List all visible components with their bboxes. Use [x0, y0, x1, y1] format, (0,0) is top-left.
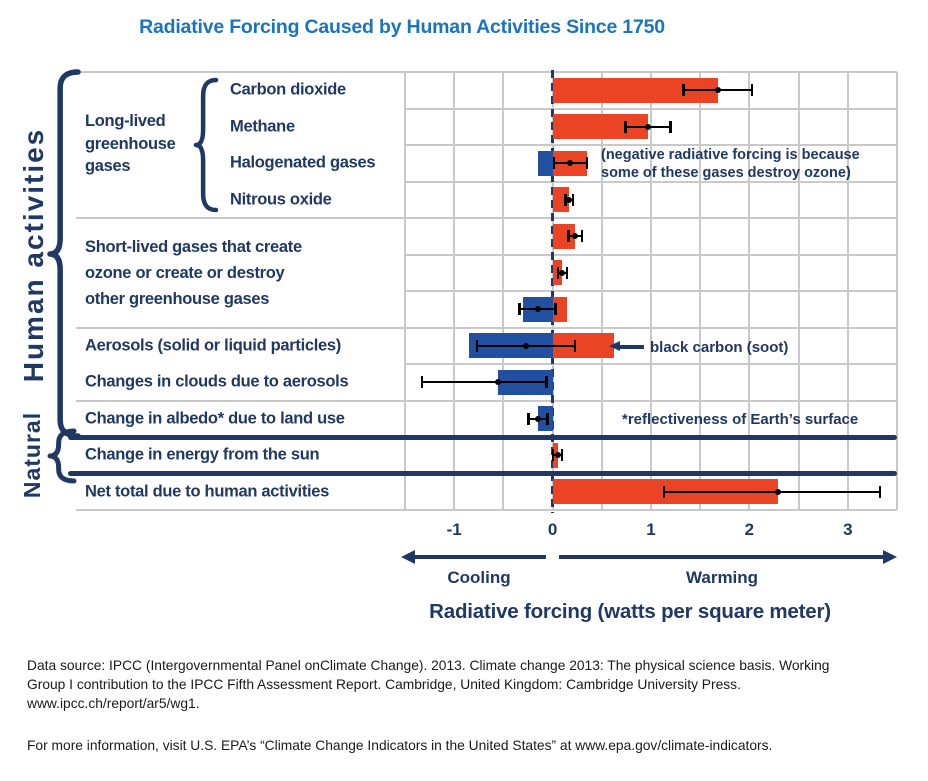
error-bar-short-lived-gas-3-cap-high	[554, 303, 557, 315]
error-bar-sun-cap-high	[561, 449, 564, 461]
horizontal-gridline	[76, 71, 897, 73]
section-divider-line	[68, 471, 897, 476]
error-bar-sun-cap-low	[552, 449, 555, 461]
x-tick-label: 1	[646, 520, 656, 539]
error-bar-albedo-cap-low	[527, 413, 530, 425]
row-label-sun: Change in energy from the sun	[85, 445, 320, 464]
error-bar-methane-cap-low	[624, 121, 627, 133]
human-activities-axis-label: Human activities	[18, 127, 49, 383]
row-label-carbon-dioxide: Carbon dioxide	[230, 80, 346, 99]
horizontal-gridline	[405, 108, 897, 110]
group-label-line: greenhouse	[85, 134, 176, 153]
x-tick-label: 0	[547, 520, 558, 539]
error-bar-clouds-cap-high	[545, 376, 548, 388]
row-label-albedo: Change in albedo* due to land use	[85, 409, 345, 428]
source-line: Data source: IPCC (Intergovernmental Panel onClimate Change). 2013. Climate change 2013: The physical science basis. Working	[27, 658, 830, 673]
group-label-line: ozone or create or destroy	[85, 264, 285, 282]
error-bar-methane-best-estimate-dot	[645, 124, 651, 130]
long-lived-group-brace	[194, 78, 218, 212]
cooling-label: Cooling	[447, 568, 511, 587]
horizontal-gridline	[405, 144, 897, 146]
x-tick-label: -1	[446, 520, 462, 539]
horizontal-gridline	[76, 217, 897, 219]
x-axis-title: Radiative forcing (watts per square meter)	[429, 600, 831, 623]
error-bar-albedo-best-estimate-dot	[535, 416, 541, 422]
section-divider-line	[68, 435, 897, 440]
error-bar-methane-cap-high	[669, 121, 672, 133]
error-bar-aerosols-cap-high	[574, 340, 577, 352]
bar-halogenated-gases-negative	[538, 151, 553, 176]
group-label-line: other greenhouse gases	[85, 290, 270, 308]
natural-axis-label: Natural	[19, 411, 45, 499]
error-bar-short-lived-gas-2-best-estimate-dot	[559, 270, 565, 276]
error-bar-sun-best-estimate-dot	[555, 452, 561, 458]
error-bar-carbon-dioxide-cap-low	[682, 84, 685, 96]
row-label-clouds: Changes in clouds due to aerosols	[85, 372, 349, 391]
note-line: (negative radiative forcing is because	[601, 147, 860, 163]
cooling-arrow-line	[415, 555, 546, 559]
horizontal-gridline	[76, 509, 897, 511]
black-carbon-arrow-line	[618, 345, 644, 349]
error-bar-short-lived-gas-1-cap-high	[581, 230, 584, 242]
error-bar-clouds-line	[422, 381, 547, 383]
error-bar-carbon-dioxide-cap-high	[751, 84, 754, 96]
error-bar-short-lived-gas-1-cap-low	[567, 230, 570, 242]
error-bar-net-total-line	[664, 491, 880, 493]
halogenated-gases-note	[601, 147, 860, 182]
horizontal-gridline	[405, 363, 897, 365]
more-info-text: For more information, visit U.S. EPA’s “Climate Change Indicators in the United States” at www.epa.gov/climate-indicators.	[27, 738, 773, 753]
group-label-line: gases	[85, 157, 131, 175]
row-label-nitrous-oxide: Nitrous oxide	[230, 190, 332, 209]
error-bar-halogenated-gases-cap-high	[586, 157, 589, 169]
error-bar-net-total-cap-high	[879, 486, 882, 498]
source-line: Group I contribution to the IPCC Fifth Assessment Report. Cambridge, United Kingdom: Cambridge University Press.	[27, 677, 741, 693]
albedo-note: *reflectiveness of Earth’s surface	[622, 411, 859, 428]
chart-title: Radiative Forcing Caused by Human Activities Since 1750	[139, 16, 665, 38]
source-line: www.ipcc.ch/report/ar5/wg1.	[27, 696, 200, 712]
human-activities-brace	[48, 70, 80, 438]
group-label-line: Short-lived gases that create	[85, 238, 302, 256]
error-bar-short-lived-gas-2-cap-high	[566, 267, 569, 279]
horizontal-gridline	[76, 400, 897, 402]
cooling-arrow-head-icon	[401, 550, 415, 564]
x-tick-label: 2	[744, 520, 755, 539]
row-label-aerosols: Aerosols (solid or liquid particles)	[85, 336, 341, 355]
error-bar-nitrous-oxide-cap-high	[572, 194, 575, 206]
horizontal-gridline	[405, 254, 897, 256]
row-label-halogenated-gases: Halogenated gases	[230, 153, 376, 172]
warming-label: Warming	[685, 568, 759, 587]
row-label-methane: Methane	[230, 117, 295, 136]
error-bar-short-lived-gas-3-cap-low	[518, 303, 521, 315]
error-bar-aerosols-best-estimate-dot	[523, 343, 529, 349]
data-source-text	[27, 656, 917, 714]
natural-brace	[48, 429, 76, 483]
error-bar-net-total-cap-low	[663, 486, 666, 498]
warming-arrow-line	[559, 555, 884, 559]
x-tick-label: 3	[843, 520, 853, 539]
row-label-net-total: Net total due to human activities	[85, 482, 330, 501]
error-bar-carbon-dioxide-best-estimate-dot	[715, 87, 721, 93]
horizontal-gridline	[405, 290, 897, 292]
error-bar-net-total-best-estimate-dot	[775, 489, 781, 495]
group-label-line: Long-lived	[85, 112, 166, 130]
note-line: some of these gases destroy ozone)	[601, 164, 851, 181]
error-bar-halogenated-gases-cap-low	[553, 157, 556, 169]
warming-arrow-head-icon	[883, 550, 897, 564]
horizontal-gridline	[76, 327, 897, 329]
error-bar-short-lived-gas-1-best-estimate-dot	[572, 233, 578, 239]
error-bar-albedo-cap-high	[546, 413, 549, 425]
error-bar-aerosols-cap-low	[476, 340, 479, 352]
error-bar-clouds-cap-low	[421, 376, 424, 388]
black-carbon-note: black carbon (soot)	[650, 339, 789, 356]
